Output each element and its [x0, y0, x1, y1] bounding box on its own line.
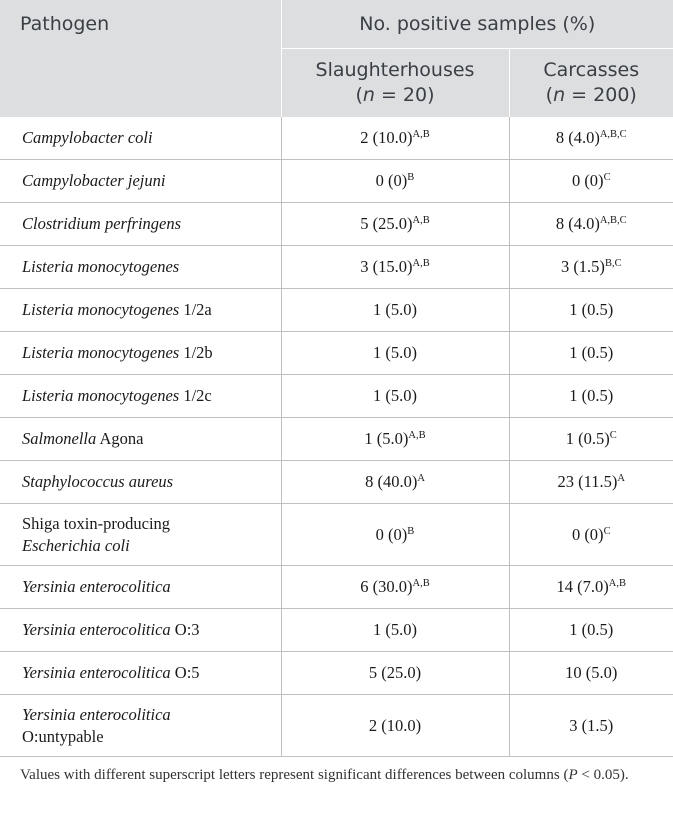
pathogen-name — [0, 160, 281, 203]
pathogen-name — [0, 461, 281, 504]
footnote-p-open: ( — [563, 767, 569, 783]
pathogen-italic: Salmonella — [22, 429, 97, 448]
carcass-value — [509, 504, 673, 566]
slaughterhouse-value — [281, 566, 509, 609]
value-text: 0 (0) — [375, 524, 408, 544]
table-header — [0, 0, 673, 117]
header-slaughterhouses-n-open: ( — [355, 84, 363, 106]
value-text: 0 (0) — [571, 524, 604, 544]
header-slaughterhouses — [281, 49, 509, 118]
value-text: 23 (11.5) — [557, 472, 618, 491]
table-row — [0, 609, 673, 652]
superscript: A,B — [412, 578, 430, 589]
header-slaughterhouses-n-rest: = 20) — [374, 84, 435, 106]
pathogen-plain: 1/2b — [179, 343, 213, 362]
superscript: A,B — [412, 215, 430, 226]
superscript: A,B — [412, 258, 430, 269]
superscript: A,B,C — [599, 215, 627, 226]
pathogen-name — [0, 418, 281, 461]
carcass-value — [509, 566, 673, 609]
carcass-value — [509, 203, 673, 246]
footnote-text: Values with different superscript letters represent significant differences between columns — [20, 767, 560, 783]
superscript: B — [407, 172, 415, 183]
superscript: A — [617, 473, 625, 484]
carcass-value — [509, 609, 673, 652]
value-text: 1 (5.0) — [373, 386, 417, 405]
carcass-value — [509, 375, 673, 418]
slaughterhouse-value — [281, 461, 509, 504]
superscript: C — [609, 430, 617, 441]
pathogen-plain: 1/2a — [179, 300, 212, 319]
carcass-value — [509, 246, 673, 289]
value-text: 1 (0.5) — [569, 620, 614, 639]
value-text: 14 (7.0) — [556, 577, 609, 596]
table-footnote — [0, 757, 673, 786]
pathogen-name — [0, 332, 281, 375]
table-row — [0, 695, 673, 757]
table-row — [0, 652, 673, 695]
pathogen-plain: O:3 — [170, 620, 200, 639]
pathogen-italic: Campylobacter coli — [22, 128, 153, 147]
slaughterhouse-value — [281, 609, 509, 652]
value-text: 3 (1.5) — [560, 257, 605, 276]
pathogen-italic: Yersinia enterocolitica — [22, 704, 171, 724]
header-carcasses-n-var: n — [553, 84, 566, 106]
carcass-value — [509, 289, 673, 332]
superscript: C — [603, 525, 611, 537]
pathogen-name — [0, 246, 281, 289]
table-row — [0, 375, 673, 418]
pathogen-name — [0, 375, 281, 418]
value-text: 10 (5.0) — [565, 663, 618, 682]
table-row — [0, 246, 673, 289]
carcass-value — [509, 117, 673, 160]
superscript: A,B — [608, 578, 626, 589]
pathogen-plain: O:5 — [170, 663, 200, 682]
table-row — [0, 504, 673, 566]
value-text: 2 (10.0) — [368, 715, 422, 735]
table-row — [0, 203, 673, 246]
value-text: 1 (5.0) — [373, 300, 417, 319]
value-text: 8 (4.0) — [555, 128, 600, 147]
pathogen-italic: Yersinia enterocolitica — [22, 620, 171, 639]
carcass-value — [509, 652, 673, 695]
value-text: 1 (0.5) — [565, 429, 610, 448]
pathogen-italic: Escherichia coli — [22, 535, 130, 555]
pathogen-name — [0, 609, 281, 652]
slaughterhouse-value — [281, 332, 509, 375]
value-text: 1 (5.0) — [364, 429, 409, 448]
header-positive-samples: No. positive samples (%) — [281, 0, 673, 49]
pathogen-name — [0, 566, 281, 609]
table-row — [0, 332, 673, 375]
carcass-value — [509, 160, 673, 203]
header-slaughterhouses-label: Slaughterhouses — [315, 59, 475, 81]
value-text: 5 (25.0) — [368, 663, 422, 682]
pathogen-italic: Listeria monocytogenes — [22, 343, 180, 362]
superscript: A,B,C — [599, 129, 627, 140]
pathogen-italic: Clostridium perfringens — [22, 214, 182, 233]
pathogen-italic: Staphylococcus aureus — [22, 472, 174, 491]
carcass-value — [509, 418, 673, 461]
value-text: 3 (1.5) — [569, 715, 614, 735]
slaughterhouse-value — [281, 504, 509, 566]
value-text: 1 (5.0) — [373, 343, 417, 362]
pathogen-name — [0, 117, 281, 160]
pathogen-name — [0, 203, 281, 246]
slaughterhouse-value — [281, 117, 509, 160]
value-text: 1 (0.5) — [569, 343, 614, 362]
pathogen-italic: Listeria monocytogenes — [22, 257, 180, 276]
carcass-value — [509, 332, 673, 375]
header-slaughterhouses-n-var: n — [362, 84, 375, 106]
pathogen-name — [0, 652, 281, 695]
pathogen-italic: Yersinia enterocolitica — [22, 577, 171, 596]
pathogen-name — [0, 695, 281, 757]
pathogen-italic: Campylobacter jejuni — [22, 171, 166, 190]
table-body — [0, 117, 673, 757]
slaughterhouse-value — [281, 652, 509, 695]
superscript: B — [407, 525, 415, 537]
superscript: B,C — [604, 258, 622, 269]
footnote-p-rest: < 0.05). — [577, 767, 629, 783]
carcass-value — [509, 461, 673, 504]
value-text: 3 (15.0) — [360, 257, 413, 276]
pathogen-name — [0, 504, 281, 566]
slaughterhouse-value — [281, 418, 509, 461]
superscript: A — [417, 473, 425, 484]
header-pathogen: Pathogen — [0, 0, 281, 117]
superscript: C — [603, 172, 611, 183]
pathogen-italic: Yersinia enterocolitica — [22, 663, 171, 682]
header-carcasses-n-open: ( — [545, 84, 554, 106]
pathogen-italic: Listeria monocytogenes — [22, 386, 180, 405]
table-row — [0, 117, 673, 160]
table-row — [0, 289, 673, 332]
value-text: 2 (10.0) — [360, 128, 413, 147]
pathogen-plain: Shiga toxin-producing — [22, 513, 171, 533]
pathogen-plain: O:untypable — [22, 726, 104, 746]
table-row — [0, 461, 673, 504]
slaughterhouse-value — [281, 375, 509, 418]
slaughterhouse-value — [281, 289, 509, 332]
value-text: 8 (4.0) — [555, 214, 600, 233]
table-row — [0, 566, 673, 609]
carcass-value — [509, 695, 673, 757]
pathogen-plain: Agona — [96, 429, 144, 448]
header-carcasses-n-rest: = 200) — [565, 84, 637, 106]
value-text: 6 (30.0) — [360, 577, 413, 596]
value-text: 8 (40.0) — [365, 472, 418, 491]
value-text: 1 (0.5) — [569, 386, 614, 405]
value-text: 0 (0) — [375, 171, 408, 190]
table-row — [0, 160, 673, 203]
header-carcasses — [509, 49, 673, 118]
header-carcasses-label: Carcasses — [543, 59, 640, 81]
slaughterhouse-value — [281, 203, 509, 246]
value-text: 1 (0.5) — [569, 300, 614, 319]
pathogen-italic: Listeria monocytogenes — [22, 300, 180, 319]
value-text: 0 (0) — [571, 171, 604, 190]
superscript: A,B — [408, 430, 426, 441]
footnote-p-var: P — [568, 767, 578, 783]
slaughterhouse-value — [281, 160, 509, 203]
value-text: 5 (25.0) — [360, 214, 413, 233]
pathogen-name — [0, 289, 281, 332]
value-text: 1 (5.0) — [373, 620, 417, 639]
slaughterhouse-value — [281, 695, 509, 757]
superscript: A,B — [412, 129, 430, 140]
slaughterhouse-value — [281, 246, 509, 289]
table-row — [0, 418, 673, 461]
pathogen-plain: 1/2c — [179, 386, 212, 405]
